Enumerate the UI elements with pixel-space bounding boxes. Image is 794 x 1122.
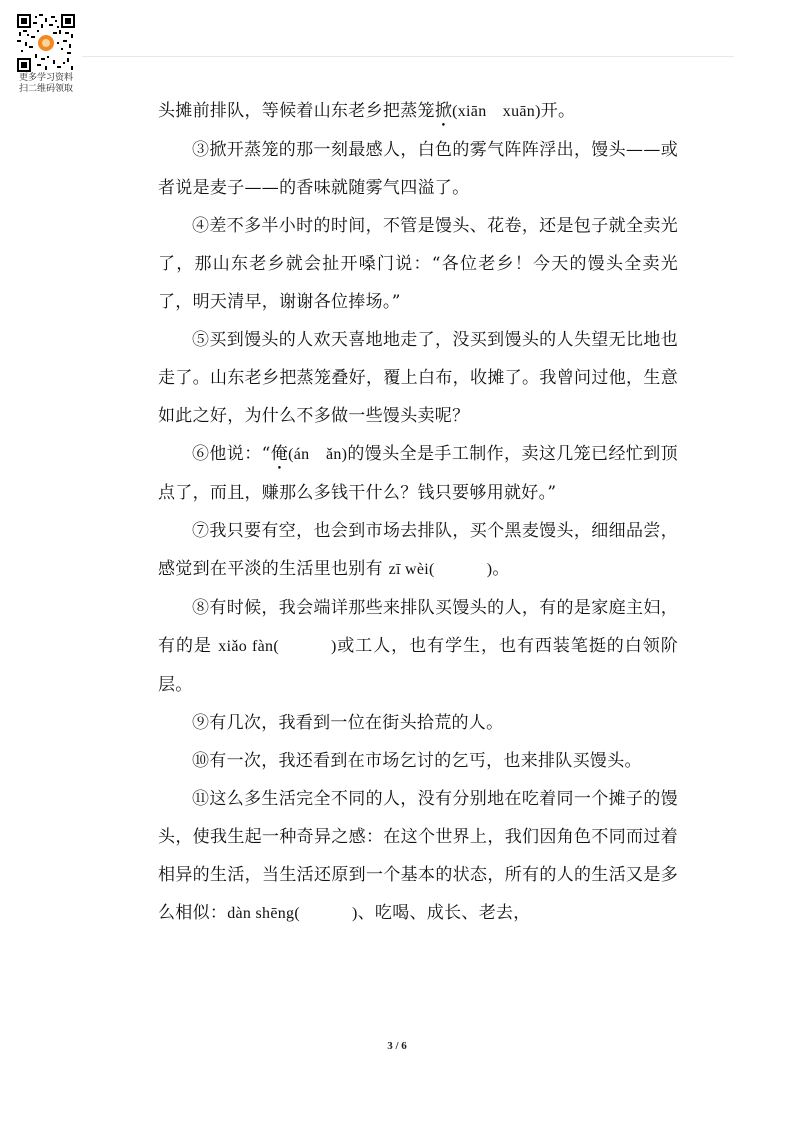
pinyin-text: (án ǎn) — [288, 446, 348, 463]
paragraph-text: ⑨有几次，我看到一位在街头拾荒的人。 — [192, 713, 504, 733]
dotted-character: 掀 — [434, 101, 453, 121]
paragraph-text: ⑪这么多生活完全不同的人，没有分别地在吃着同一个摊子的馒头，使我生起一种奇异之感：在这个世界上，我们因角色不同而过着相异的生活，当生活还原到一个基本的状态，所有的人的生活又是多么相似： — [158, 789, 678, 923]
paragraph-text: ⑤买到馒头的人欢天喜地地走了，没买到馒头的人失望无比地也走了。山东老乡把蒸笼叠好，覆上白布，收摊了。我曾问过他，生意如此之好，为什么不多做一些馒头卖呢？ — [158, 330, 678, 426]
pinyin-text: ) — [486, 561, 493, 578]
paragraph — [158, 512, 678, 589]
paragraph-text: 开。 — [540, 101, 576, 121]
dotted-character: 俺 — [270, 444, 289, 464]
paragraph-text: 或工人，也有学生，也有西装笔挺的白领阶层。 — [158, 636, 678, 695]
paragraph-text: ③掀开蒸笼的那一刻最感人，白色的雾气阵阵浮出，馒头——或者说是麦子——的香味就随雾气四溢了。 — [158, 140, 678, 198]
header-divider — [82, 56, 734, 57]
paragraph-text: ⑥他说：“ — [192, 444, 271, 464]
paragraph — [158, 92, 678, 131]
pinyin-text: zī wèi( — [388, 561, 435, 578]
paragraph — [158, 207, 678, 321]
paragraph — [158, 435, 678, 512]
qr-caption-line-1: 更多学习资料 — [18, 73, 73, 83]
qr-code-block — [14, 14, 78, 94]
paragraph-text: ④差不多半小时的时间，不管是馒头、花卷，还是包子就全卖光了，那山东老乡就会扯开嗓门说：“各位老乡！今天的馒头全卖光了，明天清早，谢谢各位捧场。” — [158, 216, 678, 312]
paragraph — [158, 589, 678, 704]
pinyin-text: xiǎo fàn( — [218, 638, 279, 655]
page-number: 3 / 6 — [387, 1040, 407, 1052]
paragraph — [158, 704, 678, 742]
paragraph — [158, 742, 678, 780]
paragraph-text: 。 — [492, 559, 510, 579]
paragraph — [158, 131, 678, 207]
paragraph-text: ⑦我只要有空，也会到市场去排队，买个黑麦馒头，细细品尝，感觉到在平淡的生活里也别有 — [158, 521, 678, 579]
paragraph — [158, 321, 678, 435]
pinyin-text: dàn shēng( — [227, 905, 300, 922]
qr-code-icon — [17, 14, 75, 72]
paragraph-text: 的馒头全是手工制作，卖这几笼已经忙到顶点了，而且，赚那么多钱干什么？钱只要够用就好。” — [158, 444, 678, 503]
pinyin-text: ) — [351, 905, 358, 922]
paragraph — [158, 780, 678, 933]
paragraph-text: ⑩有一次，我还看到在市场乞讨的乞丐，也来排队买馒头。 — [192, 751, 642, 771]
qr-caption-line-2: 扫二维码领取 — [18, 84, 73, 94]
pinyin-text: ) — [330, 638, 337, 655]
paragraph-text: ⑧有时候，我会端详那些来排队买馒头的人，有的是家庭主妇，有的是 — [158, 598, 678, 656]
paragraph-text: 头摊前排队，等候着山东老乡把蒸笼 — [158, 101, 435, 121]
pinyin-text: (xiān xuān) — [452, 103, 541, 120]
paragraph-text: 、吃喝、成长、老去， — [357, 903, 531, 923]
article-body — [158, 92, 678, 933]
